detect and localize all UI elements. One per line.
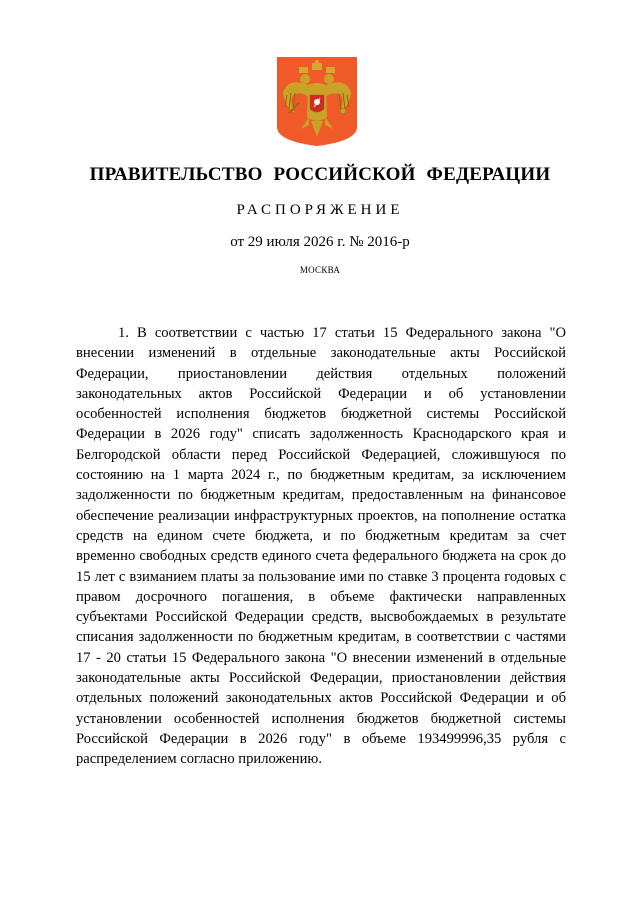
coat-of-arms-icon: [275, 55, 359, 148]
document-city: МОСКВА: [299, 265, 341, 275]
paragraph-1: 1. В соответствии с частью 17 статьи 15 Федерального закона "О внесении изменений в отдельные законодательные акты Российской Федерации, приостановлении действия отдельных положений законодательных актов Российской Федерации и об установлении особенностей исполнения бюджетов бюджетной системы Российской Федерации в 2026 году" списать задолженность Краснодарского края и Белгородской области перед Российской Федерацией, сложившуюся по состоянию на 1 марта 2024 г., по бюджетным кредитам, за исключением задолженности по бюджетным кредитам, предоставленным на финансовое обеспечение реализации инфраструктурных проектов, на пополнение остатка средств на едином счете бюджета, и по бюджетным кредитам за счет временно свободных средств единого счета федерального бюджета на срок до 15 лет с взиманием платы за пользование ими по ставке 3 процента годовых с правом досрочного погашения, в объеме фактически направленных субъектами Российской Федерации средств, высвобождаемых в результате списания задолженности по бюджетным кредитам, в соответствии с частями 17 - 20 статьи 15 Федерального закона "О внесении изменений в отдельные законодательные акты Российской Федерации, приостановлении действия отдельных положений законодательных актов Российской Федерации и об установлении особенностей исполнения бюджетов бюджетной системы Российской Федерации в 2026 году" в объеме 193499996,35 рубля с распределением согласно приложению.: [76, 325, 566, 768]
document-type: РАСПОРЯЖЕНИЕ: [236, 202, 404, 218]
organization-title: ПРАВИТЕЛЬСТВО РОССИЙСКОЙ ФЕДЕРАЦИИ: [89, 164, 551, 185]
document-date-number: от 29 июля 2026 г. № 2016-р: [230, 234, 410, 250]
